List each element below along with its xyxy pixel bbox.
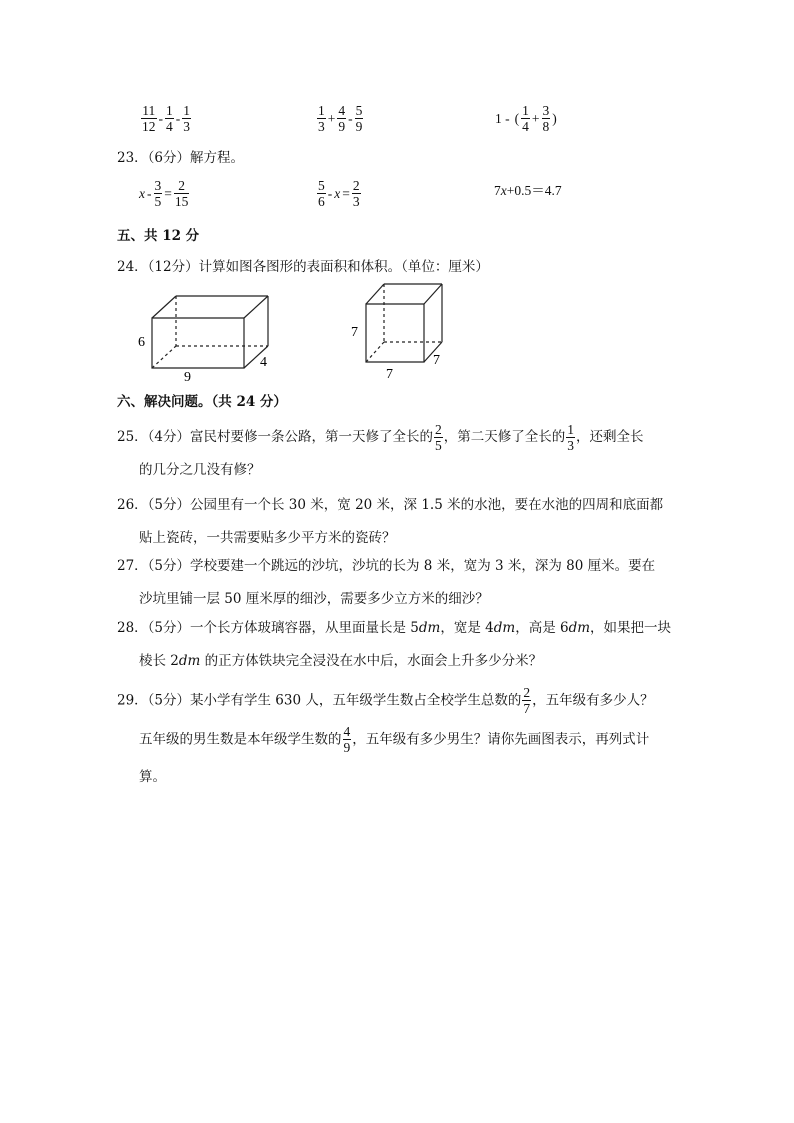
fraction: $\frac{1}{3}$ [318, 103, 325, 134]
fraction: $\frac{4}{9}$ [343, 723, 351, 755]
cuboid-width-label: 4 [260, 355, 267, 370]
cube-length-label: 7 [386, 367, 393, 382]
left-paren: ( [514, 110, 520, 126]
cube-front-face [366, 304, 424, 362]
cube-height-label: 7 [351, 325, 358, 340]
geometry-figures [130, 280, 450, 384]
fraction: $\frac{2}{15}$ [174, 178, 189, 209]
cube-hidden-edge [366, 342, 384, 362]
fraction: $\frac{3}{8}$ [542, 103, 550, 134]
cuboid-edge [152, 296, 176, 318]
variable: x [334, 185, 341, 201]
right-paren: ) [552, 110, 557, 126]
fraction: $\frac{5}{9}$ [355, 103, 363, 134]
expression-3 [494, 103, 558, 134]
operator: - [175, 110, 181, 126]
question-29: 29．（5分）某小学有学生 630 人，五年级学生数占全校学生总数的 $\frac{2}{7}$ ，五年级有多少人？ 五年级的男生数是本年级学生数的 $\frac{4}{9}$ ，五年级有多少男生？请你先画图表示，再列式计 算。 [117, 685, 654, 785]
equals-sign: = [342, 185, 350, 201]
coefficient: 7 [494, 183, 501, 198]
operator: + [327, 110, 336, 126]
equals-sign: = [164, 185, 172, 201]
equation-3 [494, 181, 562, 201]
operator: + [531, 110, 540, 126]
fraction: $\frac{1}{3}$ [567, 422, 575, 453]
cube-edge [366, 284, 384, 304]
operator: - [147, 185, 152, 201]
cube-edge [424, 284, 442, 304]
equation-1 [138, 178, 190, 209]
fraction: $\frac{4}{9}$ [338, 103, 346, 134]
cuboid-edge [244, 296, 268, 318]
cube-figure [366, 284, 442, 362]
cuboid-height-label: 6 [138, 335, 145, 350]
variable: x [500, 183, 507, 198]
expression-1 [140, 103, 192, 134]
operator: - [158, 110, 163, 126]
fraction: $\frac{1}{3}$ [183, 103, 190, 134]
question-28: 28．（5分）一个长方体玻璃容器，从里面量长是 5dm，宽是 4dm，高是 6dm，如果把一块 棱长 2dm 的正方体铁块完全浸没在水中后，水面会上升多少分米？ [117, 620, 672, 669]
section-5-title: 五、共 12 分 [117, 228, 200, 244]
question-25: 25．（4分）富民村要修一条公路，第一天修了全长的 $\frac{2}{5}$ ，第二天修了全长的 $\frac{1}{3}$ ，还剩全长 的几分之几没有修？ [117, 422, 644, 478]
fraction: $\frac{1}{4}$ [166, 103, 173, 134]
question-27: 27．（5分）学校要建一个跳远的沙坑，沙坑的长为 8 米，宽为 3 米，深为 80 厘米。要在 沙坑里铺一层 50 厘米厚的细沙，需要多少立方米的细沙？ [117, 558, 656, 607]
equation-rest: +0.5＝4.7 [506, 183, 562, 198]
fraction: $\frac{11}{12}$ [142, 103, 156, 134]
fraction: $\frac{3}{5}$ [154, 178, 162, 209]
cuboid-length-label: 9 [184, 370, 191, 384]
fraction: $\frac{2}{5}$ [435, 422, 442, 453]
fraction: $\frac{2}{7}$ [523, 685, 531, 716]
question-24: 24．（12分）计算如图各图形的表面积和体积。（单位：厘米） [117, 259, 489, 275]
operator: - [327, 185, 333, 201]
section-6-title: 六、解决问题。（共 24 分） [117, 394, 287, 410]
fraction: $\frac{5}{6}$ [318, 178, 325, 209]
expression-2 [316, 103, 364, 134]
equation-2 [316, 178, 362, 209]
cube-width-label: 7 [433, 353, 440, 368]
cuboid-figure [152, 296, 268, 368]
operator: - [348, 110, 353, 126]
fraction: $\frac{2}{3}$ [352, 178, 360, 209]
question-26: 26．（5分）公园里有一个长 30 米，宽 20 米，深 1.5 米的水池，要在水池的四周和底面都 贴上瓷砖，一共需要贴多少平方米的瓷砖？ [117, 497, 664, 546]
cuboid-front-face [152, 318, 244, 368]
lead-term: 1 - [495, 110, 510, 126]
question-23: 23．（6分）解方程。 [117, 150, 245, 166]
cuboid-hidden-edge [152, 346, 176, 368]
variable: x [139, 185, 145, 201]
fraction: $\frac{1}{4}$ [522, 103, 529, 134]
